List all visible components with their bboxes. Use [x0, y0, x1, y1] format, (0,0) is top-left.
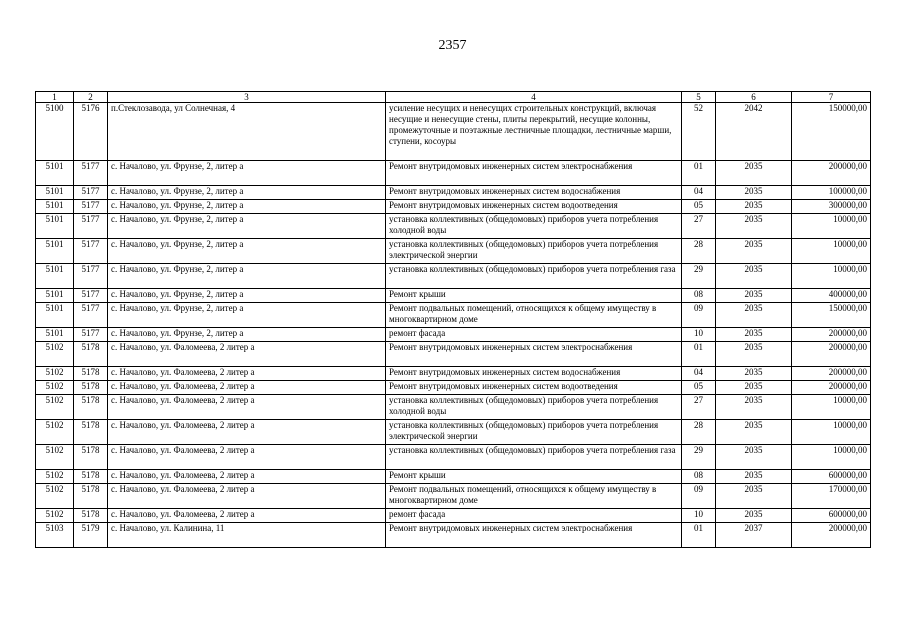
cell-year: 2042	[716, 103, 792, 161]
cell-work-code: 05	[682, 200, 716, 214]
cell-address: с. Началово, ул. Фаломеева, 2 литер а	[108, 367, 386, 381]
table-row	[36, 264, 871, 289]
table-row	[36, 200, 871, 214]
cell-year: 2035	[716, 214, 792, 239]
cell-house-code: 5178	[74, 470, 108, 484]
cell-work-code: 10	[682, 328, 716, 342]
table-row	[36, 239, 871, 264]
cell-work-type: ремонт фасада	[386, 328, 682, 342]
cell-work-code: 27	[682, 395, 716, 420]
cell-work-type: Ремонт внутридомовых инженерных систем водоотведения	[386, 381, 682, 395]
cell-year: 2035	[716, 289, 792, 303]
cell-house-code: 5177	[74, 200, 108, 214]
cell-house-code: 5177	[74, 264, 108, 289]
cell-row-number: 5102	[36, 509, 74, 523]
column-header: 2	[74, 92, 108, 103]
cell-year: 2035	[716, 239, 792, 264]
cell-house-code: 5178	[74, 381, 108, 395]
cell-house-code: 5177	[74, 328, 108, 342]
cell-work-type: установка коллективных (общедомовых) приборов учета потребления холодной воды	[386, 395, 682, 420]
cell-work-code: 28	[682, 239, 716, 264]
cell-cost: 600000,00	[792, 470, 871, 484]
cell-address: с. Началово, ул. Фаломеева, 2 литер а	[108, 395, 386, 420]
table-row	[36, 103, 871, 161]
cell-house-code: 5177	[74, 214, 108, 239]
cell-work-code: 27	[682, 214, 716, 239]
column-header: 1	[36, 92, 74, 103]
cell-cost: 10000,00	[792, 420, 871, 445]
cell-work-code: 05	[682, 381, 716, 395]
cell-row-number: 5101	[36, 161, 74, 186]
cell-work-type: установка коллективных (общедомовых) приборов учета потребления газа	[386, 445, 682, 470]
cell-cost: 10000,00	[792, 239, 871, 264]
cell-work-type: Ремонт подвальных помещений, относящихся к общему имуществу в многоквартирном доме	[386, 484, 682, 509]
cell-row-number: 5102	[36, 395, 74, 420]
cell-address: с. Началово, ул. Фаломеева, 2 литер а	[108, 445, 386, 470]
cell-work-code: 01	[682, 161, 716, 186]
cell-row-number: 5101	[36, 239, 74, 264]
cell-row-number: 5103	[36, 523, 74, 548]
cell-year: 2037	[716, 523, 792, 548]
column-header: 6	[716, 92, 792, 103]
cell-address: с. Началово, ул. Фаломеева, 2 литер а	[108, 509, 386, 523]
column-header: 7	[792, 92, 871, 103]
table-row	[36, 420, 871, 445]
cell-house-code: 5178	[74, 367, 108, 381]
cell-cost: 100000,00	[792, 186, 871, 200]
cell-work-type: ремонт фасада	[386, 509, 682, 523]
cell-cost: 170000,00	[792, 484, 871, 509]
cell-cost: 150000,00	[792, 103, 871, 161]
cell-address: с. Началово, ул. Фрунзе, 2, литер а	[108, 161, 386, 186]
cell-address: с. Началово, ул. Фрунзе, 2, литер а	[108, 328, 386, 342]
cell-work-type: установка коллективных (общедомовых) приборов учета потребления электрической энергии	[386, 239, 682, 264]
cell-work-code: 29	[682, 445, 716, 470]
cell-cost: 200000,00	[792, 381, 871, 395]
cell-row-number: 5101	[36, 289, 74, 303]
cell-work-code: 04	[682, 367, 716, 381]
cell-year: 2035	[716, 420, 792, 445]
cell-year: 2035	[716, 445, 792, 470]
cell-year: 2035	[716, 328, 792, 342]
table-row	[36, 484, 871, 509]
cell-work-type: установка коллективных (общедомовых) приборов учета потребления холодной воды	[386, 214, 682, 239]
table-row	[36, 509, 871, 523]
cell-year: 2035	[716, 264, 792, 289]
page-number: 2357	[438, 38, 467, 53]
cell-work-code: 52	[682, 103, 716, 161]
cell-house-code: 5178	[74, 445, 108, 470]
cell-year: 2035	[716, 381, 792, 395]
cell-address: с. Началово, ул. Калинина, 11	[108, 523, 386, 548]
cell-work-code: 09	[682, 484, 716, 509]
cell-row-number: 5101	[36, 303, 74, 328]
cell-address: с. Началово, ул. Фрунзе, 2, литер а	[108, 264, 386, 289]
table-body	[36, 103, 871, 548]
cell-work-type: Ремонт внутридомовых инженерных систем электроснабжения	[386, 342, 682, 367]
cell-house-code: 5176	[74, 103, 108, 161]
table-row	[36, 523, 871, 548]
cell-year: 2035	[716, 470, 792, 484]
column-header: 4	[386, 92, 682, 103]
cell-year: 2035	[716, 161, 792, 186]
cell-row-number: 5101	[36, 214, 74, 239]
cell-house-code: 5178	[74, 484, 108, 509]
cell-work-code: 08	[682, 470, 716, 484]
cell-house-code: 5177	[74, 239, 108, 264]
table-row	[36, 186, 871, 200]
cell-work-type: Ремонт внутридомовых инженерных систем водоснабжения	[386, 186, 682, 200]
cell-row-number: 5102	[36, 445, 74, 470]
cell-row-number: 5101	[36, 200, 74, 214]
cell-house-code: 5177	[74, 289, 108, 303]
cell-cost: 10000,00	[792, 445, 871, 470]
cell-row-number: 5102	[36, 342, 74, 367]
table-row	[36, 470, 871, 484]
cell-cost: 200000,00	[792, 523, 871, 548]
cell-cost: 200000,00	[792, 342, 871, 367]
cell-address: с. Началово, ул. Фрунзе, 2, литер а	[108, 186, 386, 200]
cell-cost: 600000,00	[792, 509, 871, 523]
cell-house-code: 5177	[74, 303, 108, 328]
cell-work-code: 01	[682, 523, 716, 548]
cell-cost: 150000,00	[792, 303, 871, 328]
cell-house-code: 5178	[74, 420, 108, 445]
cell-work-type: Ремонт подвальных помещений, относящихся к общему имуществу в многоквартирном доме	[386, 303, 682, 328]
cell-work-type: усиление несущих и ненесущих строительных конструкций, включая несущие и ненесущие стены, плиты перекрытий, несущие колонны, промежуточные и поэтажные лестничные площадки, лестничные марши, ступени, косоуры	[386, 103, 682, 161]
cell-row-number: 5101	[36, 328, 74, 342]
cell-address: с. Началово, ул. Фрунзе, 2, литер а	[108, 214, 386, 239]
table-row	[36, 367, 871, 381]
cell-row-number: 5101	[36, 186, 74, 200]
cell-cost: 200000,00	[792, 367, 871, 381]
cell-address: с. Началово, ул. Фаломеева, 2 литер а	[108, 342, 386, 367]
cell-cost: 300000,00	[792, 200, 871, 214]
cell-work-type: Ремонт внутридомовых инженерных систем водоснабжения	[386, 367, 682, 381]
table-row	[36, 395, 871, 420]
cell-cost: 10000,00	[792, 395, 871, 420]
cell-address: с. Началово, ул. Фрунзе, 2, литер а	[108, 289, 386, 303]
column-header: 5	[682, 92, 716, 103]
header-row	[36, 92, 871, 103]
table-row	[36, 342, 871, 367]
column-header: 3	[108, 92, 386, 103]
cell-cost: 200000,00	[792, 161, 871, 186]
cell-row-number: 5102	[36, 484, 74, 509]
cell-work-code: 04	[682, 186, 716, 200]
cell-address: с. Началово, ул. Фрунзе, 2, литер а	[108, 239, 386, 264]
table-row	[36, 214, 871, 239]
cell-work-code: 08	[682, 289, 716, 303]
cell-year: 2035	[716, 200, 792, 214]
cell-year: 2035	[716, 342, 792, 367]
cell-house-code: 5177	[74, 186, 108, 200]
cell-cost: 200000,00	[792, 328, 871, 342]
cell-work-code: 09	[682, 303, 716, 328]
table-row	[36, 381, 871, 395]
cell-house-code: 5178	[74, 342, 108, 367]
cell-work-type: установка коллективных (общедомовых) приборов учета потребления газа	[386, 264, 682, 289]
cell-row-number: 5100	[36, 103, 74, 161]
cell-address: п.Стеклозавода, ул Солнечная, 4	[108, 103, 386, 161]
cell-year: 2035	[716, 367, 792, 381]
cell-address: с. Началово, ул. Фаломеева, 2 литер а	[108, 470, 386, 484]
cell-year: 2035	[716, 303, 792, 328]
cell-row-number: 5101	[36, 264, 74, 289]
cell-address: с. Началово, ул. Фрунзе, 2, литер а	[108, 200, 386, 214]
cell-year: 2035	[716, 484, 792, 509]
cell-work-code: 01	[682, 342, 716, 367]
cell-house-code: 5178	[74, 395, 108, 420]
table-row	[36, 303, 871, 328]
table-row	[36, 445, 871, 470]
cell-address: с. Началово, ул. Фаломеева, 2 литер а	[108, 484, 386, 509]
cell-work-type: Ремонт крыши	[386, 470, 682, 484]
cell-row-number: 5102	[36, 470, 74, 484]
works-table	[35, 91, 871, 548]
cell-cost: 10000,00	[792, 214, 871, 239]
cell-work-code: 28	[682, 420, 716, 445]
cell-work-type: Ремонт крыши	[386, 289, 682, 303]
cell-address: с. Началово, ул. Фаломеева, 2 литер а	[108, 420, 386, 445]
cell-row-number: 5102	[36, 381, 74, 395]
cell-row-number: 5102	[36, 367, 74, 381]
cell-address: с. Началово, ул. Фрунзе, 2, литер а	[108, 303, 386, 328]
table-row	[36, 328, 871, 342]
cell-house-code: 5178	[74, 509, 108, 523]
cell-year: 2035	[716, 509, 792, 523]
cell-work-code: 10	[682, 509, 716, 523]
cell-year: 2035	[716, 395, 792, 420]
cell-work-type: Ремонт внутридомовых инженерных систем водоотведения	[386, 200, 682, 214]
cell-year: 2035	[716, 186, 792, 200]
table-row	[36, 289, 871, 303]
cell-house-code: 5179	[74, 523, 108, 548]
cell-address: с. Началово, ул. Фаломеева, 2 литер а	[108, 381, 386, 395]
cell-house-code: 5177	[74, 161, 108, 186]
cell-work-type: установка коллективных (общедомовых) приборов учета потребления электрической энергии	[386, 420, 682, 445]
cell-cost: 400000,00	[792, 289, 871, 303]
cell-cost: 10000,00	[792, 264, 871, 289]
table-row	[36, 161, 871, 186]
cell-row-number: 5102	[36, 420, 74, 445]
cell-work-type: Ремонт внутридомовых инженерных систем электроснабжения	[386, 523, 682, 548]
cell-work-type: Ремонт внутридомовых инженерных систем электроснабжения	[386, 161, 682, 186]
cell-work-code: 29	[682, 264, 716, 289]
